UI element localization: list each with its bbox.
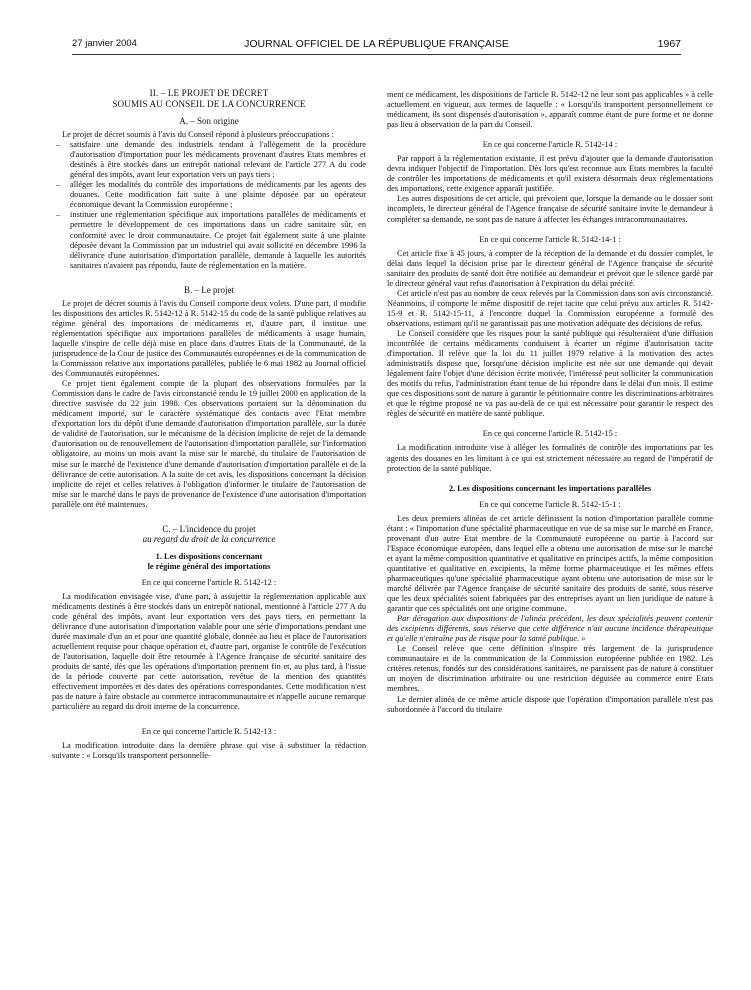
- article-paragraph-r5142-15: La modification introduite vise à alléger les formalités de contrôle des importations par les agents des douanes en les limitant à ce qui est strictement nécessaire au regard de l'impératif de protection de la santé publique.: [387, 443, 713, 473]
- b-paragraph-1: Le projet de décret soumis à l'avis du Conseil comporte deux volets. D'une part, il modifie les dispositions des articles R. 5142-12 à R. 5142-15 du code de la santé publique relatives au régime général des importations de médicaments et, d'autre part, il institue une réglementation spécifique aux importations parallèles de médicaments à usage humain, laquelle s'inspire de celle déjà mise en place dans d'autres Etats de la Communauté, de la jurisprudence de la Cour de justice des Communautés européennes et de la communication de la Commission relative aux importations parallèles, publiée le 6 mai 1982 au Journal officiel des Communautés européennes.: [52, 298, 366, 379]
- article-paragraph-r5142-13: La modification introduite dans la dernière phrase qui vise à substituer la rédaction suivante : « Lorsqu'ils transportent personnelle-: [52, 740, 366, 760]
- a-heading: [52, 116, 366, 126]
- article-heading-r5142-15: En ce qui concerne l'article R. 5142-15 :: [482, 429, 618, 439]
- a-intro: Le projet de décret soumis à l'avis du Conseil répond à plusieurs préoccupations :: [62, 130, 334, 140]
- c1-heading-2: le régime général des importations: [147, 561, 271, 571]
- article-heading-r5142-13: En ce qui concerne l'article R. 5142-13 :: [141, 726, 277, 736]
- header-date: 27 janvier 2004: [72, 38, 137, 49]
- article-heading-r5142-12: En ce qui concerne l'article R. 5142-12 :: [141, 577, 277, 587]
- article-paragraph-r5142-14-1-c: Le Conseil considère que les risques pour la santé publique qui résulteraient d'une diffusion incontrôlée de certains médicaments conduisent à écarter un régime d'autorisation tacite d'importation. Il relève que la loi du 11 juillet 1979 relative à la motivation des actes administratifs dispose que, lorsqu'une décision implicite est née sur une demande qui devait légalement faire l'objet d'une décision écrite motivée, l'intéressé peut solliciter la communication des motifs du refus, l'administration étant tenue de lui répondre dans le délai d'un mois. Il estime que ces dispositions sont de nature à garantir le pétitionnaire contre les discriminations arbitraires et que le régime proposé ne va pas au-delà de ce qui est nécessaire pour garantir le respect des règles de sécurité en matière de santé publique.: [387, 328, 713, 419]
- page-number: 1967: [657, 38, 681, 50]
- a-heading-text: A. – Son origine: [179, 116, 239, 126]
- continued-paragraph: ment ce médicament, les dispositions de l'article R. 5142-12 ne leur sont pas applicables » à celle actuellement en vigueur, aux termes de laquelle : « Lorsqu'ils transportent personnellement ce médicament, ils sont dispensés d'autorisation », apparaît comme étant de pure forme et ne donne pas lieu à observation de la part du Conseil.: [387, 90, 713, 130]
- article-paragraph-r5142-12: La modification envisagée vise, d'une part, à assujettir la réglementation applicable aux médicaments destinés à être stockés dans un entrepôt national, mentionné à l'article 277 A du code général des impôts, avant leur exportation vers des pays tiers, en permettant la délivrance d'une autorisation d'importation valable pour une série d'importations pendant une durée maximale d'un an et pour une quantité globale, donnée au lieu et place de l'autorisation actuellement requise pour chaque opération et, d'autre part, organise le contrôle de l'exécution de l'autorisation, laquelle doit être retournée à l'Agence française de sécurité sanitaire des produits de santé, dès que les opérations d'importation prennent fin et, au plus tard, à l'issue de la période couverte par cette autorisation, revêtue de la mention des quantités effectivement importées et des dates des opérations correspondantes. Cette modification n'est pas de nature à faire obstacle au commerce intracommunautaire et n'appelle aucune remarque particulière au regard du droit interne de la concurrence.: [52, 591, 366, 712]
- article-heading-r5142-14-1: En ce qui concerne l'article R. 5142-14-1 :: [479, 234, 621, 244]
- b-heading: B. – Le projet: [184, 284, 234, 295]
- page-header: [72, 38, 681, 52]
- section-heading: II. – LE PROJET DE DÉCRET: [149, 88, 269, 98]
- c-heading-1: C. – L'incidence du projet: [162, 523, 256, 534]
- article-paragraph-r5142-14-1-a: Cet article fixe à 45 jours, à compter de la réception de la demande et du dossier complet, le délai dans lequel la décision prise par le directeur général de l'Agence française de sécurité sanitaire des produits de santé doit être notifiée au demandeur et prévoit que le silence gardé par le directeur général vaut refus d'autorisation à l'expiration du délai précité.: [387, 248, 713, 288]
- section-subheading: SOUMIS AU CONSEIL DE LA CONCURRENCE: [112, 99, 306, 109]
- article-heading-r5142-14: En ce qui concerne l'article R. 5142-14 :: [482, 140, 618, 150]
- list-item: – instituer une réglementation spécifique aux importations parallèles de médicaments et permettre le développement de ces importations dans un cadre sanitaire sûr, en conformité avec le droit communautaire. Ce projet fait également suite à une plainte déposée devant la Commission par un industriel qui avait sollicité en décembre 1996 la délivrance d'une autorisation d'importation parallèle, demande à laquelle les autorités sanitaires n'avaient pas répondu, faute de réglementation en la matière.: [52, 210, 366, 270]
- article-paragraph-r5142-14-b: Les autres dispositions de cet article, qui prévoient que, lorsque la demande ou le dossier sont incomplets, le directeur général de l'Agence française de sécurité sanitaire invite le demandeur à compléter sa demande, ne sont pas de nature à affecter les échanges intracommunautaires.: [387, 194, 713, 224]
- article-heading-r5142-15-1: En ce qui concerne l'article R. 5142-15-1 :: [479, 499, 621, 509]
- b-paragraph-2: Ce projet tient également compte de la plupart des observations formulées par la Commission dans le cadre de l'avis circonstancié rendu le 19 juillet 2000 en application de la directive susvisée du 22 juin 1998. Ces observations portaient sur la dénomination du médicament importé, sur le caractère systématique des contacts avec l'Etat membre d'exportation lors du dépôt d'une demande d'autorisation d'importation parallèle, sur la durée de validité de l'autorisation, sur le mécanisme de la décision implicite de rejet de la demande d'autorisation ou de renouvellement de l'autorisation d'importation parallèle, sur l'information obligatoire, au moins un mois avant la mise sur le marché, du titulaire de l'autorisation de mise sur le marché de l'existence d'une demande d'autorisation d'importation parallèle et de la délivrance de cette autorisation. A la suite de cet avis, les dispositions concernant la décision implicite de rejet et celles relatives à l'obligation d'informer le titulaire de l'autorisation de mise sur le marché dans le pays de provenance de l'existence d'une autorisation d'importation parallèle ont été maintenues.: [52, 379, 366, 509]
- article-paragraph-r5142-14-1-b: Cet article n'est pas au nombre de ceux relevés par la Commission dans son avis circonstancié. Néanmoins, il comporte le même dispositif de rejet tacite que celui prévu aux articles R. 5142-15-9 et R. 5142-15-11, à l'encontre duquel la Commission européenne a formulé des observations, estimant qu'il ne garantissait pas une motivation adéquate des décisions de refus.: [387, 288, 713, 328]
- c-heading-2: au regard du droit de la concurrence: [142, 533, 276, 544]
- list-item: – alléger les modalités du contrôle des importations de médicaments par les agents des douanes. Cette modification fait suite à une plainte déposée par un opérateur économique devant la Commission européenne ;: [52, 180, 366, 210]
- article-paragraph-r5142-15-1-a: Les deux premiers alinéas de cet article définissent la notion d'importation parallèle comme étant : « l'importation d'une spécialité pharmaceutique en vue de sa mise sur le marché en France, provenant d'un autre Etat membre de la Communauté européenne ou partie à l'accord sur l'Espace économique européen, dans lequel elle a obtenu une autorisation de mise sur le marché et ayant la même composition quantitative et qualitative en principes actifs, la même composition quantitative et qualitative en excipients, la même forme pharmaceutique et les mêmes effets pharmaceutiques qu'une spécialité pharmaceutique ayant obtenu une autorisation de mise sur le marché délivrée par l'Agence française de sécurité sanitaire des produits de santé, sous réserve que les deux spécialités soient fabriquées par des entreprises ayant un lien juridique de nature à garantir que ces spécialités ont une origine commune.: [387, 513, 713, 614]
- header-rule: [72, 54, 681, 55]
- c2-heading: 2. Les dispositions concernant les importations parallèles: [448, 483, 652, 493]
- article-paragraph-r5142-15-1-c: Le Conseil relève que cette définition s'inspire très largement de la jurisprudence communautaire et de la communication de la Commission européenne publiée en 1982. Les critères retenus, fondés sur des considérations sanitaires, ne paraissent pas de nature à constituer un moyen de discrimination arbitraire ou une restriction déguisée au commerce entre Etats membres.: [387, 644, 713, 694]
- a-bullet-list: [52, 140, 366, 271]
- list-item: – satisfaire une demande des industriels tendant à l'allègement de la procédure d'autorisation d'importation pour les médicaments provenant d'autres Etats membres et destinés à être stockés dans un entrepôt national relevant de l'article 277 A du code général des impôts, avant leur exportation vers un pays tiers ;: [52, 140, 366, 180]
- journal-title: JOURNAL OFFICIEL DE LA RÉPUBLIQUE FRANÇAISE: [244, 38, 509, 50]
- c1-heading-1: 1. Les dispositions concernant: [155, 551, 263, 561]
- right-column: [387, 90, 713, 988]
- article-paragraph-r5142-15-1-d: Le dernier alinéa de ce même article dispose que l'opération d'importation parallèle n'est pas subordonnée à l'accord du titulaire: [387, 694, 713, 714]
- left-column: [52, 88, 366, 988]
- article-paragraph-r5142-14-a: Par rapport à la réglementation existante, il est prévu d'ajouter que la demande d'autorisation devra indiquer l'objectif de l'importation. Dès lors qu'est reconnue aux Etats membres la faculté de contrôler les importations de médicaments et qu'il existera désormais deux réglementations des importations, cette exigence apparaît justifiée.: [387, 154, 713, 194]
- article-paragraph-r5142-15-1-b: Par dérogation aux dispositions de l'alinéa précédent, les deux spécialités peuvent contenir des excipients différents, sous réserve que cette différence n'ait aucune incidence thérapeutique et qu'elle n'entraîne pas de risque pour la santé publique. »: [387, 614, 713, 644]
